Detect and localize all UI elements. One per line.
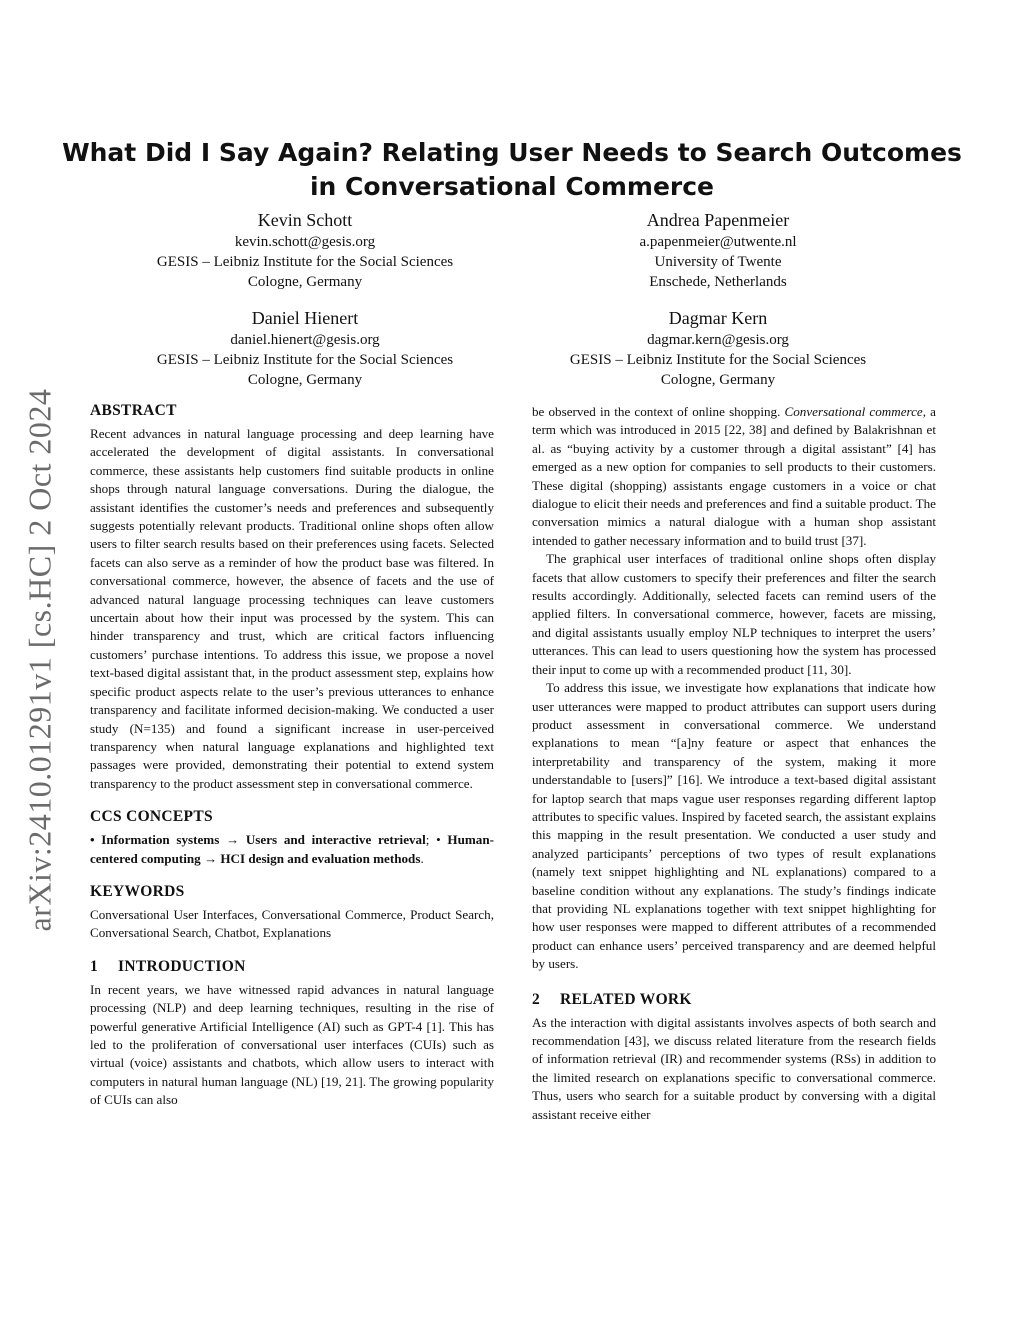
related-work-paragraph-1: As the interaction with digital assistants involves aspects of both search and recommendation [43], we discuss related literature from the research fields of information retrieval (IR) and recommender systems (RSs) in addition to the limited research on explanations specific to conversational commerce. Thus, users who search for a suitable product by conversing with a digital assistant receive either (532, 1014, 936, 1122)
author-location: Cologne, Germany (660, 372, 776, 388)
author-affiliation: GESIS – Leibniz Institute for the Social Sciences (156, 352, 454, 368)
author-location: Enschede, Netherlands (649, 274, 787, 290)
author-email: dagmar.kern@gesis.org (647, 332, 789, 348)
author-affiliation: GESIS – Leibniz Institute for the Social Sciences (569, 352, 867, 368)
author-affiliation: GESIS – Leibniz Institute for the Social Sciences (156, 254, 454, 270)
left-column (90, 401, 494, 1110)
author-email: kevin.schott@gesis.org (234, 234, 376, 250)
author-location: Cologne, Germany (247, 274, 363, 290)
keywords-heading: KEYWORDS (90, 882, 185, 900)
author-name: Andrea Papenmeier (646, 210, 790, 230)
author-location: Cologne, Germany (247, 372, 363, 388)
author-block-2 (498, 208, 938, 292)
author-block-1 (85, 208, 525, 292)
intro-paragraph-2: The graphical user interfaces of traditional online shops often display facets that allow customers to specify their preferences and filter the search results accordingly. Additionally, selected facets can remind users of the applied filters. In conversational commerce, however, facets are missing, and digital assistants usually employ NLP techniques to interpret the users’ utterances. This can lead to users questioning how the system has processed their input to come up with a recommended product [11, 30]. (532, 551, 936, 677)
right-column (532, 403, 936, 1124)
intro-heading: 1 INTRODUCTION (90, 957, 246, 975)
author-email: a.papenmeier@utwente.nl (639, 234, 797, 250)
arxiv-id: arXiv:2410.01291v1 [cs.HC] 2 Oct 2024 (21, 388, 58, 932)
author-affiliation: University of Twente (654, 254, 782, 270)
author-block-4 (498, 306, 938, 390)
author-name: Daniel Hienert (251, 308, 359, 328)
abstract-text: Recent advances in natural language processing and deep learning have accelerated the development of digital assistants. In conversational commerce, these assistants help customers find suitable products in online shops through natural language conversations. During the dialogue, the assistant identifies the customer’s needs and preferences and subsequently suggests potentially relevant products. Traditional online shops often allow users to filter search results based on their preferences using facets. Selected facets can also serve as a reminder of how the product base was filtered. In conversational commerce, however, the absence of facets and the use of advanced natural language processing techniques can leave customers uncertain about how their input was processed by the system. This can hinder transparency and trust, which are critical factors influencing customers’ purchase intentions. To address this issue, we propose a novel text-based digital assistant that, in the product assessment step, explains how specific product aspects relate to the user’s previous utterances to enhance transparency and facilitate informed decision-making. We conducted a user study (N=135) and found a significant increase in user-perceived transparency when natural language explanations and highlighted text passages were provided, demonstrating their potential to extend system transparency to the product assessment step in conversational commerce. (90, 426, 494, 791)
title-line-1: What Did I Say Again? Relating User Needs to Search Outcomes (62, 138, 962, 167)
abstract-heading: ABSTRACT (90, 402, 177, 419)
ccs-heading: CCS CONCEPTS (90, 808, 213, 826)
paper-title (60, 136, 964, 204)
keywords-text: Conversational User Interfaces, Conversational Commerce, Product Search, Conversational Search, Chatbot, Explanations (90, 906, 494, 941)
intro-paragraph-1-continued: be observed in the context of online shopping. Conversational commerce, a term which was introduced in 2015 [22, 38] and defined by Balakrishnan et al. as “buying activity by a customer through a digital assistant” [4] has emerged as a new option for companies to sell products to their customers. These digital (shopping) assistants engage customers in a voice or chat dialogue to elicit their needs and preferences and find a suitable product. The conversation mimics a natural dialogue with a human shop assistant intended to gather necessary information and to build trust [37]. (532, 404, 936, 548)
title-line-2: in Conversational Commerce (309, 172, 715, 201)
author-email: daniel.hienert@gesis.org (230, 332, 380, 348)
author-name: Dagmar Kern (668, 308, 768, 328)
author-block-3 (85, 306, 525, 390)
ccs-concepts: • Information systems → Users and interactive retrieval; • Human-centered computing → HCI design and evaluation methods. (90, 832, 494, 866)
intro-paragraph-3: To address this issue, we investigate how explanations that indicate how user utterances were mapped to product attributes can support users during product assessment in conversational commerce. We understand explanations to mean “[a]ny feature or aspect that enhances the interpretability and transparency of the system, making it more understandable to [users]” [16]. We introduce a text-based digital assistant for laptop search that maps vague user responses regarding different laptop attributes to specific values. Inspired by faceted search, the assistant explains this mapping in the result presentation. We conducted a user study and analyzed participants’ perceptions of two types of result explanations (namely text snippet highlighting and NL explanations) compared to a baseline condition without any explanations. The study’s findings indicate that providing NL explanations together with text snippet highlighting for how user responses were mapped to different attributes of a recommended product can enhance users’ perceived transparency and are deemed helpful by users. (532, 680, 936, 972)
author-name: Kevin Schott (257, 210, 353, 230)
related-work-heading: 2 RELATED WORK (532, 990, 692, 1008)
intro-paragraph-1: In recent years, we have witnessed rapid advances in natural language processing (NLP) and deep learning techniques, resulting in the rise of powerful generative Artificial Intelligence (AI) such as GPT-4 [1]. This has led to the proliferation of conversational user interfaces (CUIs) such as virtual (voice) assistants and chatbots, which allow users to interact with computers in natural human language (NL) [19, 21]. The growing popularity of CUIs can also (90, 981, 494, 1108)
